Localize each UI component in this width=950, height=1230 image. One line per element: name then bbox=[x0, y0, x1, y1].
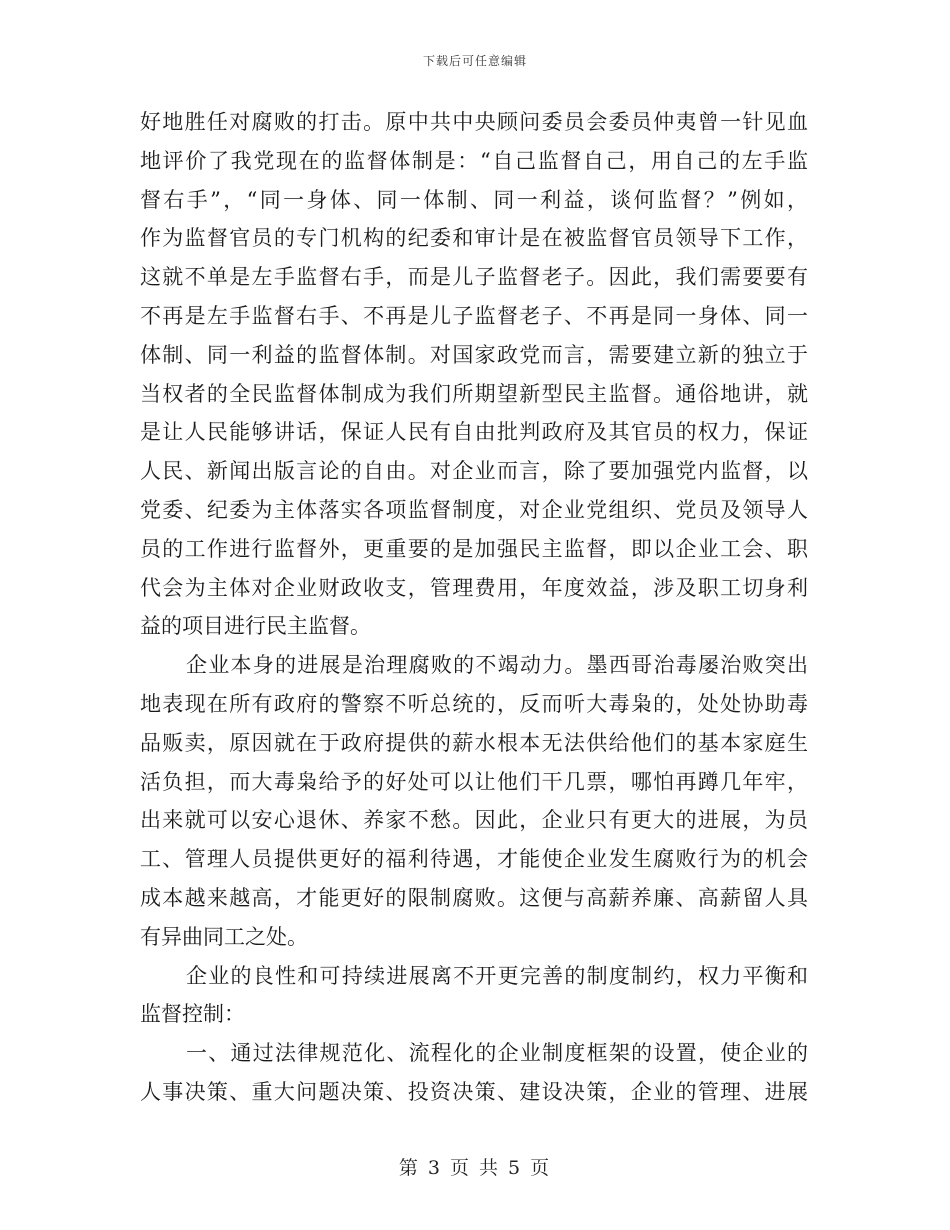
text-line: 人民、新闻出版言论的自由。对企业而言，除了要加强党内监督，以 bbox=[140, 459, 808, 484]
text-line: 不再是左手监督右手、不再是儿子监督老子、不再是同一身体、同一 bbox=[140, 303, 808, 328]
text-line: 督右手”，“同一身体、同一体制、同一利益，谈何监督？”例如， bbox=[140, 187, 808, 212]
document-body bbox=[140, 103, 808, 1112]
text-line: 有异曲同工之处。 bbox=[140, 924, 308, 949]
paragraph-2 bbox=[140, 646, 808, 956]
text-line: 企业本身的进展是治理腐败的不竭动力。墨西哥治毒屡治败突出 bbox=[186, 653, 808, 678]
text-line: 这就不单是左手监督右手，而是儿子监督老子。因此，我们需要要有 bbox=[140, 265, 808, 290]
text-line: 是让人民能够讲话，保证人民有自由批判政府及其官员的权力，保证 bbox=[140, 420, 808, 445]
text-line: 地表现在所有政府的警察不听总统的，反而听大毒枭的，处处协助毒 bbox=[140, 691, 808, 716]
text-line: 地评价了我党现在的监督体制是：“自己监督自己，用自己的左手监 bbox=[140, 148, 808, 173]
page-header: 下载后可任意编辑 bbox=[422, 54, 527, 68]
text-line: 党委、纪委为主体落实各项监督制度，对企业党组织、党员及领导人 bbox=[140, 497, 808, 522]
text-line: 出来就可以安心退休、养家不愁。因此，企业只有更大的进展，为员 bbox=[140, 808, 808, 833]
text-line: 作为监督官员的专门机构的纪委和审计是在被监督官员领导下工作， bbox=[140, 226, 808, 251]
text-line: 成本越来越高，才能更好的限制腐败。这便与高薪养廉、高薪留人具 bbox=[140, 885, 808, 910]
paragraph-4 bbox=[140, 1034, 808, 1112]
text-line: 当权者的全民监督体制成为我们所期望新型民主监督。通俗地讲，就 bbox=[140, 381, 808, 406]
page-footer: 第 3 页 共 5 页 bbox=[398, 1157, 552, 1179]
paragraph-1 bbox=[140, 103, 808, 646]
text-line: 监督控制： bbox=[140, 1002, 245, 1027]
text-line: 好地胜任对腐败的打击。原中共中央顾问委员会委员仲夷曾一针见血 bbox=[140, 110, 808, 134]
paragraph-3 bbox=[140, 957, 808, 1035]
text-line: 益的项目进行民主监督。 bbox=[140, 614, 371, 639]
text-line: 人事决策、重大问题决策、投资决策、建设决策，企业的管理、进展 bbox=[140, 1079, 808, 1104]
text-line: 一、通过法律规范化、流程化的企业制度框架的设置，使企业的 bbox=[186, 1041, 808, 1066]
text-line: 品贩卖，原因就在于政府提供的薪水根本无法供给他们的基本家庭生 bbox=[140, 730, 808, 755]
text-line: 员的工作进行监督外，更重要的是加强民主监督，即以企业工会、职 bbox=[140, 536, 808, 561]
text-line: 体制、同一利益的监督体制。对国家政党而言，需要建立新的独立于 bbox=[140, 342, 808, 367]
text-line: 代会为主体对企业财政收支，管理费用，年度效益，涉及职工切身利 bbox=[140, 575, 808, 600]
text-line: 活负担，而大毒枭给予的好处可以让他们干几票，哪怕再蹲几年牢， bbox=[140, 769, 808, 794]
text-line: 工、管理人员提供更好的福利待遇，才能使企业发生腐败行为的机会 bbox=[140, 847, 808, 872]
text-line: 企业的良性和可持续进展离不开更完善的制度制约，权力平衡和 bbox=[186, 963, 808, 988]
